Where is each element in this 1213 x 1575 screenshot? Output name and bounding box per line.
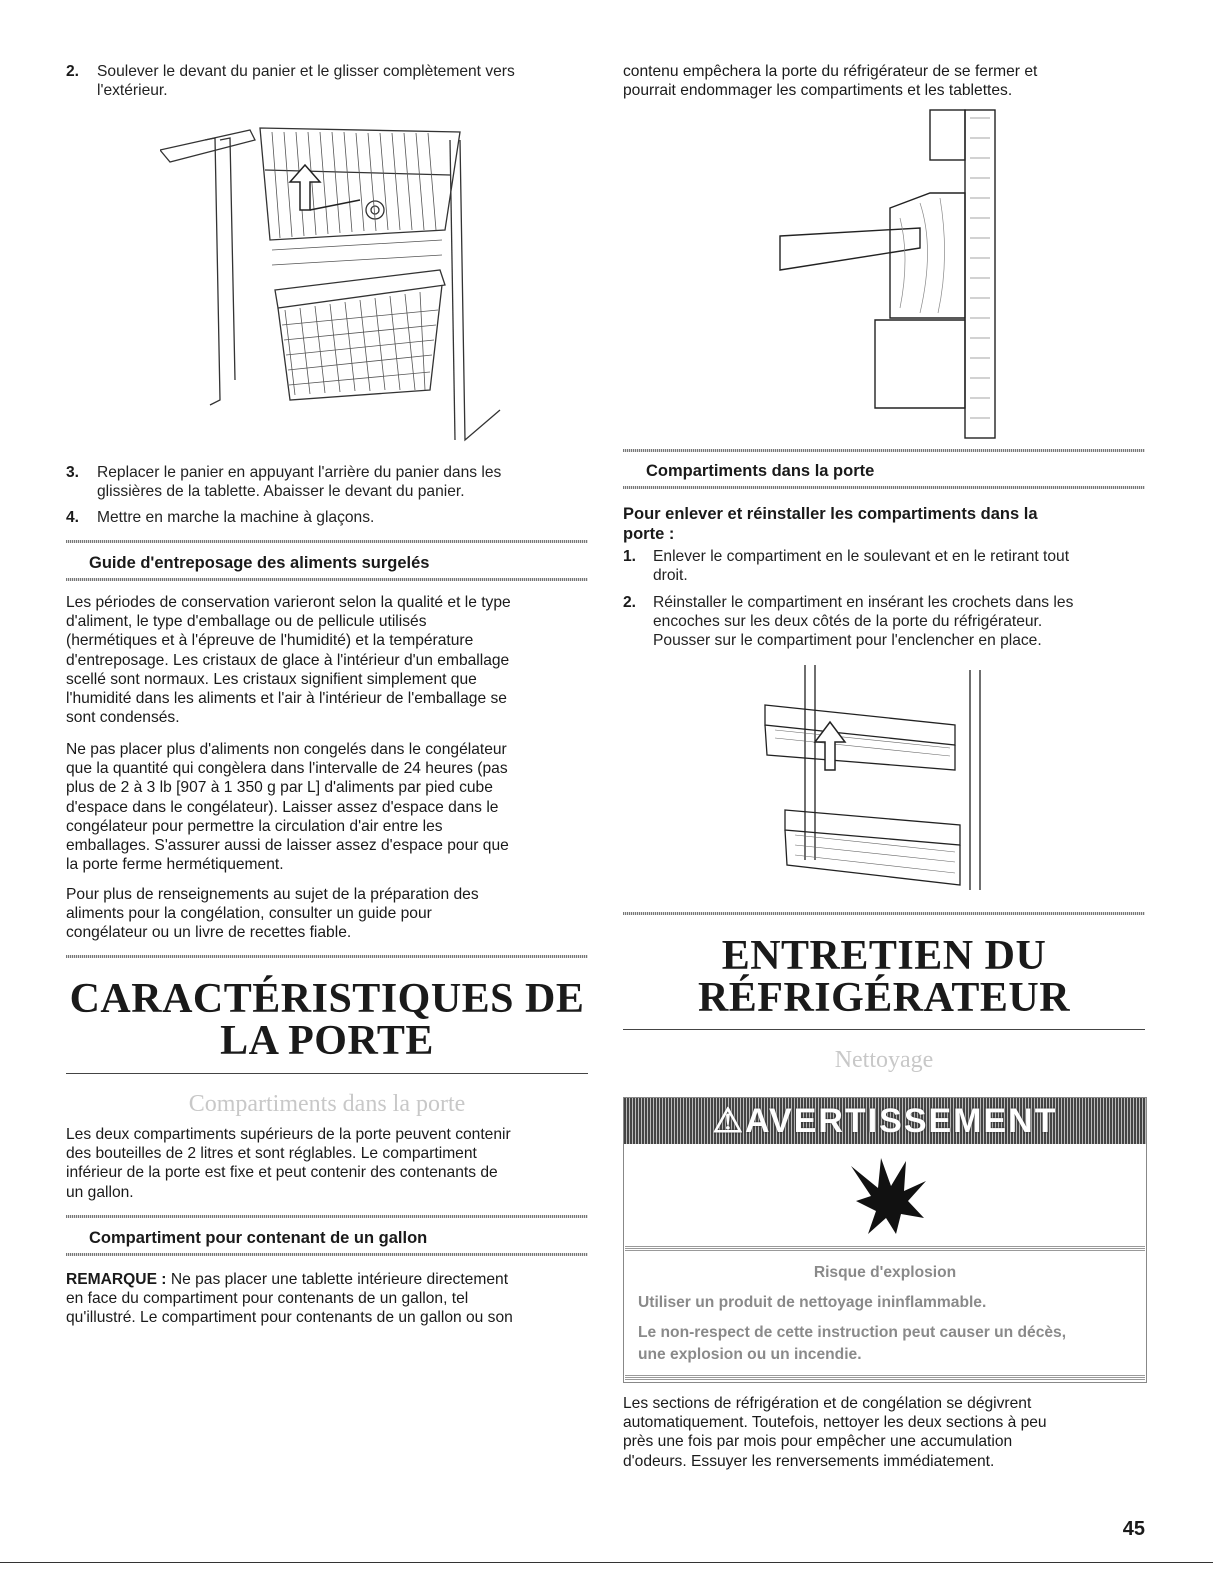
paragraph [66,1125,588,1202]
warning-line: Utiliser un produit de nettoyage ininflammable. [638,1294,987,1311]
text-line: l'humidité dans les aliments et l'air à l'intérieur de l'emballage se [66,690,507,708]
door-bin-illustration [755,660,1010,900]
text-line: des bouteilles de 2 litres et sont réglables. Le compartiment [66,1145,477,1163]
divider [623,912,1145,915]
paragraph [623,62,1145,100]
remark-paragraph [66,1270,588,1328]
text-line: Les périodes de conservation varieront selon la qualité et le type [66,594,511,611]
step-3 [66,463,588,503]
section-title: CARACTÉRISTIQUES DE LA PORTE [69,976,585,1064]
text-line: congélateur pour permettre la circulation d'air entre les [66,817,443,835]
text-line: d'entreposage. Les cristaux de glace à l'intérieur d'un emballage [66,651,510,669]
divider [66,540,588,543]
divider [623,449,1145,452]
text-line: d'odeurs. Essuyer les renversements immédiatement. [623,1452,995,1470]
warning-line: une explosion ou un incendie. [638,1346,862,1363]
step-number: 4. [66,509,80,526]
warning-line: Le non-respect de cette instruction peut causer un décès, [638,1324,1067,1341]
divider [66,955,588,958]
text-line: qu'illustré. Le compartiment pour contenants de un gallon ou son [66,1309,513,1327]
explosion-icon [846,1156,928,1236]
step-text: Replacer le panier en appuyant l'arrière du panier dans les glissières de la tablette. Abaisser le devant du panier. [97,464,502,501]
divider [623,486,1145,489]
step-text: Enlever le compartiment en le soulevant et en le retirant tout droit. [653,548,1070,585]
text-line: pourrait endommager les compartiments et les tablettes. [623,82,1013,100]
text-line: Ne pas placer plus d'aliments non congelés dans le congélateur [66,741,507,758]
subsection-heading: Compartiments dans la porte [646,462,875,480]
divider [623,1029,1145,1030]
footer-rule [0,1562,1213,1563]
step-number: 1. [623,548,637,565]
text-line: Les sections de réfrigération et de congélation se dégivrent [623,1395,1032,1412]
gallon-compartment-illustration [760,108,1005,443]
divider [66,1073,588,1074]
text-line: REMARQUE : Ne pas placer une tablette intérieure directement [66,1271,509,1288]
warning-subtitle: Risque d'explosion [813,1264,957,1281]
text-line: automatiquement. Toutefois, nettoyer les deux sections à peu [623,1414,1047,1432]
basket-slide-out-illustration [160,110,510,455]
warning-triangle-icon: ⚠ [712,1102,745,1140]
text-line: congélateur ou un livre de recettes fiable. [66,924,352,942]
text-line: scellé sont normaux. Les cristaux signifient simplement que [66,670,477,688]
section-title: ENTRETIEN DU RÉFRIGÉRATEUR [697,933,1071,1021]
step-number: 2. [623,594,637,611]
text-line: d'aliment, le type d'emballage ou de pellicule utilisés [66,613,427,631]
step-text: Soulever le devant du panier et le glisser complètement vers l'extérieur. [97,63,515,100]
step-number: 2. [66,63,80,80]
text-line: la porte ferme hermétiquement. [66,856,284,874]
text-line: d'espace dans le congélateur). Laisser assez d'espace dans le [66,798,499,816]
paragraph [66,593,588,727]
step-text: Mettre en marche la machine à glaçons. [97,509,375,526]
warning-bottom-band [625,1375,1145,1380]
page-number: 45 [1122,1518,1145,1540]
paragraph [66,740,588,874]
warning-title: ⚠AVERTISSEMENT [712,1102,1058,1140]
text-line: Pour plus de renseignements au sujet de la préparation des [66,886,479,903]
text-line: (hermétiques et à l'épreuve de l'humidité) et la température [66,632,474,650]
text-line: en face du compartiment pour contenants de un gallon, tel [66,1290,469,1308]
text-line: aliments pour la congélation, consulter un guide pour [66,905,432,923]
text-line: Les deux compartiments supérieurs de la porte peuvent contenir [66,1126,511,1143]
subsection-title: Nettoyage [834,1047,934,1073]
text-line: un gallon. [66,1183,134,1201]
remark-label: REMARQUE : [66,1271,167,1288]
text-line: emballages. S'assurer aussi de laisser assez d'espace pour que [66,837,509,855]
step-2 [66,62,588,102]
step-number: 3. [66,464,80,481]
text-line: que la quantité qui congèlera dans l'intervalle de 24 heures (pas [66,760,508,778]
text-line: plus de 2 à 3 lb [907 à 1 350 g par L] d'aliments par pied cube [66,779,493,797]
step-text: Réinstaller le compartiment en insérant les crochets dans les encoches sur les deux côtés de la porte du réfrigérateur. Pousser sur le compartiment pour l'enclencher en place. [653,594,1074,650]
remove-step-2 [623,593,1145,653]
warning-box [623,1097,1147,1383]
subsection-heading: Compartiment pour contenant de un gallon [89,1229,428,1247]
warning-separator [625,1246,1145,1251]
text-line: inférieur de la porte est fixe et peut contenir des contenants de [66,1164,498,1182]
text-line: près une fois par mois pour empêcher une accumulation [623,1433,1013,1451]
paragraph [66,885,588,943]
divider [66,578,588,581]
remove-step-1 [623,547,1145,587]
procedure-heading: Pour enlever et réinstaller les compartiments dans la porte : [623,505,1038,543]
subsection-title: Compartiments dans la porte [188,1091,466,1117]
text-line: contenu empêchera la porte du réfrigérateur de se fermer et [623,63,1038,80]
paragraph [623,1394,1145,1471]
subsection-heading: Guide d'entreposage des aliments surgelés [89,554,430,572]
divider [66,1253,588,1256]
text-line: sont condensés. [66,709,180,727]
divider [66,1215,588,1218]
step-4 [66,508,588,528]
